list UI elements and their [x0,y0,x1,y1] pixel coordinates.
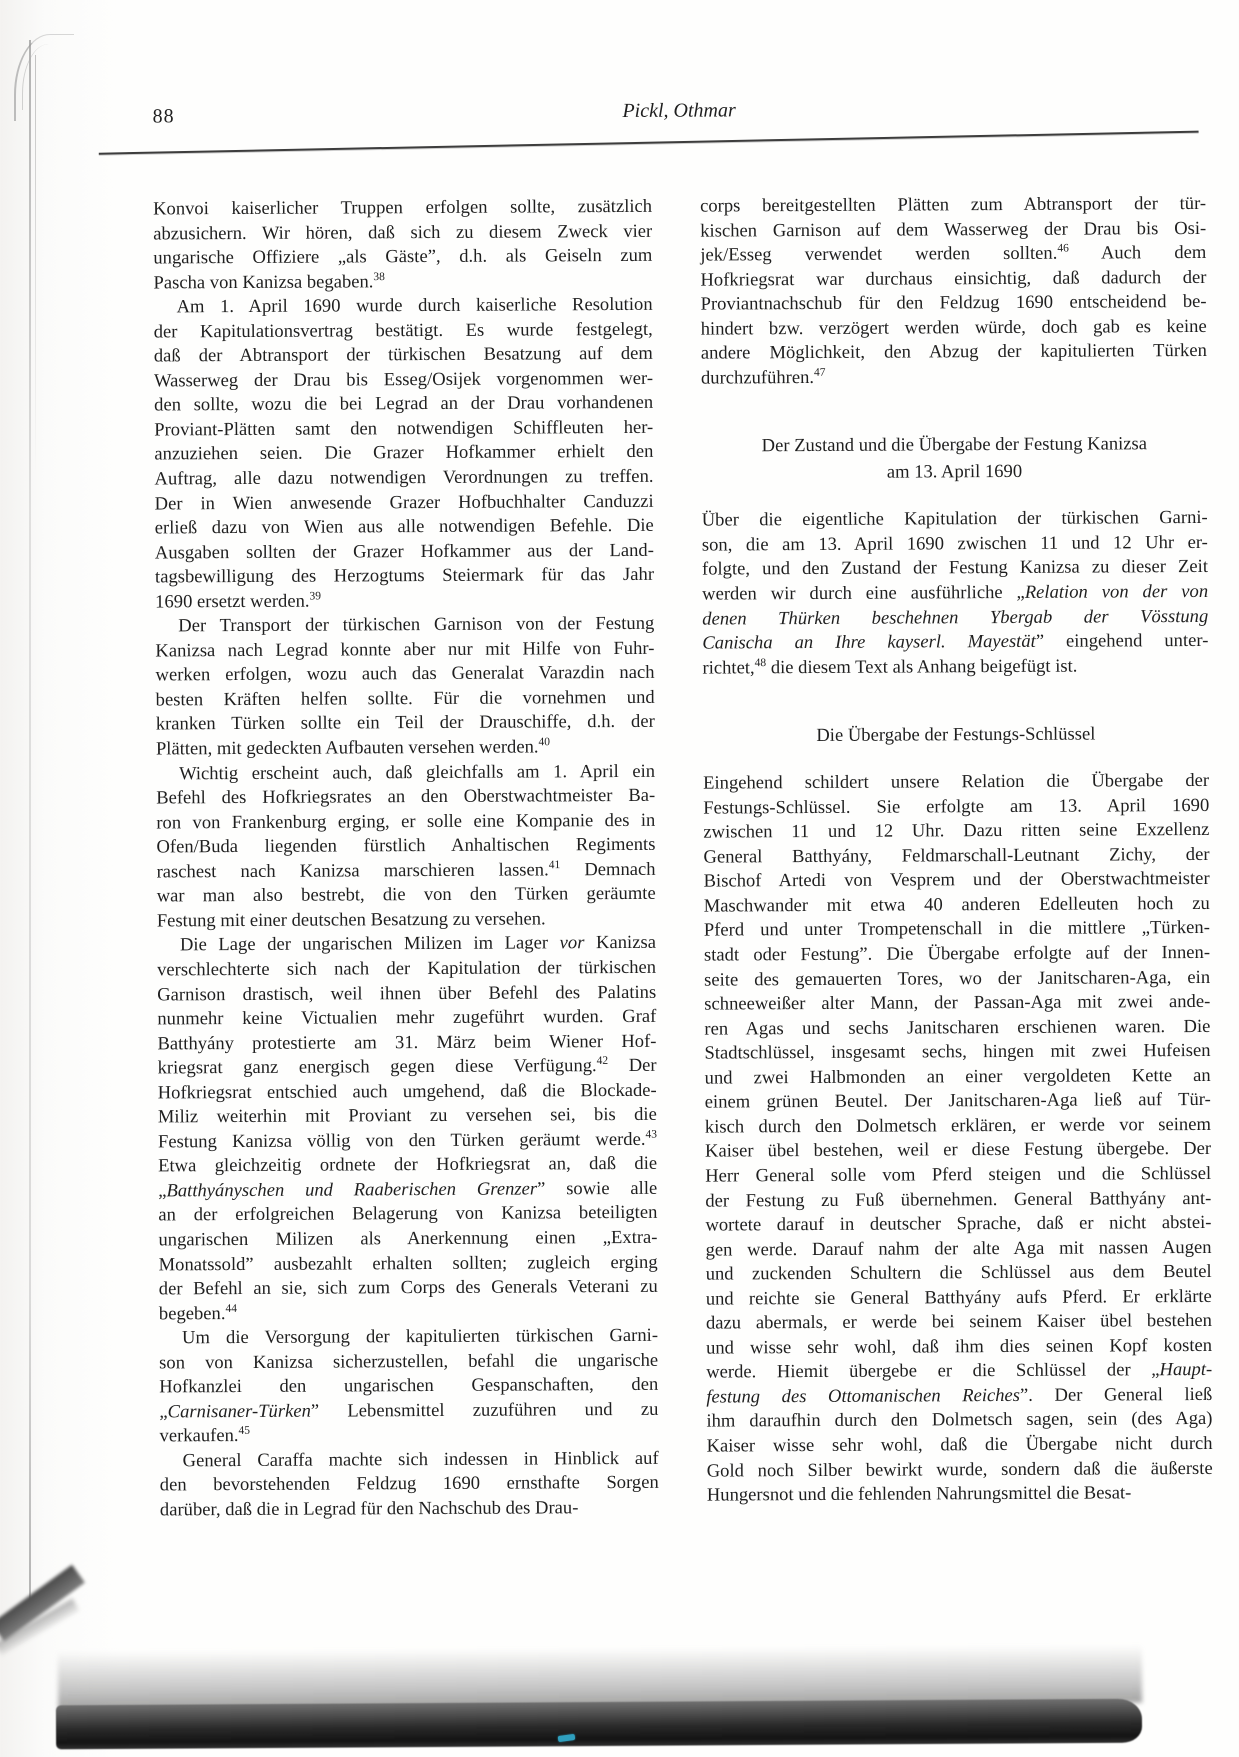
text-line: 1690 ersetzt werden.$^{39}$ [155,590,322,613]
text-line: der Festung zu Fuß übernehmen. General Batthyány ant- [705,1187,1212,1212]
paragraph [160,1447,659,1523]
text-line: Am 1. April 1690 wurde durch kaiserliche Resolution [176,294,653,318]
text-line: „Carnisaner-Türken” Lebensmittel zuzuführen und zu [159,1398,659,1423]
heading-festungs-schluessel [703,720,1209,750]
text-line: General Batthyány, Feldmarschall-Leutnant Zichy, der [703,843,1210,868]
text-line: Kaiser übel bestehen, weil er diese Festung übergebe. Der [704,1138,1212,1162]
heading-line: Die Übergabe der Festungs-Schlüssel [816,723,1096,747]
text-line: dazu abermals, er werde bei seinem Kaiser übel bestehen [705,1310,1212,1334]
text-line: Etwa gleichzeitig ordnete der Hofkriegsrat an, daß die [158,1153,658,1177]
text-line: Batthyány protestierte am 31. März beim Wiener Hof- [157,1030,657,1055]
text-line: kisch durch den Dolmetsch erklären, er werde vor seinem [704,1113,1211,1138]
text-line: Miliz weiterhin mit Proviant zu versehen sei, bis die [157,1104,657,1128]
text-line: besten Kräften helfen sollte. Für die vornehmen und [155,686,655,711]
text-line: folgte, und den Zustand der Festung Kanizsa zu dieser Zeit [701,556,1209,581]
text-line: zwischen 11 und 12 Uhr. Dazu ritten seine Exzellenz [703,819,1210,843]
text-line: ron von Frankenburg erging, er solle eine Kompanie des in [156,809,656,834]
text-line: Pferd und unter Trompetenschall in die mittlere „Türken- [703,917,1210,942]
page-number: 88 [152,105,175,128]
text-line: der Befehl an sie, sich zum Corps des Generals Veterani zu [158,1275,658,1300]
running-title: Pickl, Othmar [622,99,736,122]
text-line: Hungersnot und die fehlenden Nahrungsmittel die Besat- [706,1482,1132,1506]
text-line: denen Thürken beschehnen Ybergab der Vösstung [702,605,1209,630]
text-line: und reichte sie General Batthyány aufs Pferd. Er erklärte [705,1285,1212,1310]
footnote-ref: 41 [548,858,561,871]
paragraph [153,195,653,296]
text-line: an der erfolgreichen Belagerung von Kanizsa beteiligten [158,1202,658,1226]
text-line: wortete darauf in deutscher Sprache, daß er nicht abstei- [705,1211,1212,1236]
text-line: Maschwander mit etwa 40 anderen Edelleuten hoch zu [703,892,1210,917]
text-line: Monatssold” ausbezahlt erhalten sollten; zugleich erging [158,1251,658,1275]
footnote-ref: 45 [238,1425,251,1438]
text-line: war man also bestrebt, die von den Türken geräumte [156,883,656,907]
text-line: Plätten, mit gedeckten Aufbauten versehen werden.$^{40}$ [155,736,551,760]
text-line: Ofen/Buda liegenden fürstlich Anhaltischen Regiments [156,834,656,858]
text-line: Garnison drastisch, weil ihnen über Befehl des Palatins [157,981,657,1005]
text-line: Über die eigentliche Kapitulation der türkischen Garni- [701,507,1208,531]
text-line: Kanizsa nach Legrad konnte aber nur mit Hilfe von Fuhr- [155,637,655,662]
footnote-ref: 38 [373,270,385,283]
text-line: Wasserweg der Drau bis Esseg/Osijek vorgenommen wer- [153,367,654,392]
paragraph [154,293,655,615]
text-line: Festung Kanizsa völlig von den Türken geräumt werde.$^{43}$ [157,1128,657,1153]
text-line: Festung mit einer deutschen Besatzung zu versehen. [156,908,546,932]
text-line: Bischof Artedi von Vesprem und der Oberstwachtmeister [703,868,1210,892]
paragraph [159,1324,659,1449]
header-rule [99,131,1199,155]
text-line: stadt oder Festung”. Die Übergabe erfolgte auf der Innen- [703,941,1211,966]
paragraph [703,769,1213,1508]
text-line: darüber, daß die in Legrad für den Nachschub des Drau- [159,1497,579,1521]
text-line: und zuckenden Schultern die Schlüssel aus dem Beutel [705,1261,1212,1285]
text-line: General Caraffa machte sich indessen in Hinblick auf [182,1447,659,1472]
footnote-ref: 47 [813,366,826,379]
text-line: schneeweißer alter Mann, der Passan-Aga mit zwei ande- [704,991,1211,1015]
text-line: kranken Türken sollte ein Teil der Drauschiffe, d.h. der [155,711,655,735]
footnote-ref: 39 [309,590,322,603]
text-line: und zwei Halbmonden an einer vergoldeten Kette an [704,1064,1211,1089]
text-line: Wichtig erscheint auch, daß gleichfalls am 1. April ein [178,760,656,784]
text-line: werken erfolgen, wozu auch das Generalat Varazdin nach [155,662,655,686]
text-line: festung des Ottomanischen Reiches”. Der General ließ [706,1383,1213,1408]
text-line: ren Agas und sechs Janitscharen erschienen waren. Die [704,1015,1211,1040]
text-line: den sollte, wozu die bei Legrad an der Drau vorhandenen [154,392,654,416]
heading-zustand-uebergabe [701,430,1207,487]
text-line: Ausgaben sollten der Grazer Hofkammer aus der Land- [154,539,654,564]
text-line: werde. Hiemit übergebe er die Schlüssel der „Haupt- [706,1359,1213,1383]
footnote-ref: 42 [596,1055,609,1068]
text-line: kriegsrat ganz energisch gegen diese Verfügung.$^{42}$ Der [157,1054,657,1079]
heading-line: Der Zustand und die Übergabe der Festung Kanizsa [761,433,1148,457]
text-line: corps bereitgestellten Plätten zum Abtransport der tür- [700,192,1207,217]
text-line: jek/Esseg verwendet werden sollten.$^{46}$ Auch dem [700,242,1207,266]
text-line: verkaufen.$^{45}$ [159,1425,251,1447]
text-line: erließ dazu von Wien aus alle notwendigen Befehle. Die [154,514,654,539]
paragraph [700,192,1207,391]
text-line: tagsbewilligung des Herzogtums Steiermark für das Jahr [154,564,655,588]
text-line: Der Transport der türkischen Garnison von der Festung [178,613,655,637]
footnote-ref: 44 [225,1302,237,1315]
text-line: werden wir durch eine ausführliche „Relation von der von [702,580,1209,605]
text-line: seite des gemauerten Tores, wo der Janitscharen-Aga, ein [704,966,1211,991]
scan-bottom-edge-dark [56,1699,1142,1750]
text-line: Befehl des Hofkriegsrates an den Oberstwachtmeister Ba- [156,784,656,809]
text-line: hindert bzw. verzögert werden würde, doch gab es keine [700,315,1207,340]
text-line: ungarischen Milizen als Anerkennung einen „Extra- [158,1226,658,1251]
text-line: „Batthyányschen und Raaberischen Grenzer” sowie alle [158,1177,658,1202]
text-line: Konvoi kaiserlicher Truppen erfolgen sollte, zusätzlich [153,195,653,220]
right-column [700,192,1213,1508]
footnote-ref: 43 [645,1128,657,1141]
scan-edge-line [29,40,31,1610]
text-line: son von Kanizsa sicherzustellen, befahl die ungarische [159,1349,659,1374]
text-line: Gold noch Silber bewirkt wurde, sondern daß die äußerste [706,1457,1213,1482]
text-line: andere Möglichkeit, den Abzug der kapitulierten Türken [700,340,1207,364]
text-line: abzusichern. Wir hören, daß sich zu diesem Zweck vier [153,220,653,244]
heading-line: am 13. April 1690 [886,461,1023,483]
footnote-ref: 40 [538,736,551,749]
text-line: Kaiser wisse sehr wohl, daß die Übergabe nicht durch [706,1432,1213,1457]
text-line: Herr General solle vom Pferd steigen und die Schlüssel [705,1162,1212,1187]
text-line: Hofkanzlei den ungarischen Gespanschaften, den [159,1374,659,1398]
text-line: Um die Versorgung der kapitulierten türkischen Garni- [181,1324,659,1349]
text-line: gen werde. Darauf nahm der alte Aga mit nassen Augen [705,1236,1212,1261]
text-line: nunmehr keine Victualien mehr zugeführt wurden. Graf [157,1005,657,1030]
text-line: begeben.$^{44}$ [158,1302,237,1325]
text-line: Auftrag, alle dazu notwendigen Verordnungen zu treffen. [154,465,654,490]
text-line: daß der Abtransport der türkischen Besatzung auf dem [153,343,653,367]
left-column [153,195,659,1523]
text-line: und wisse sehr wohl, daß ihm dies seinen Kopf kosten [706,1334,1213,1359]
text-line: anzuziehen seien. Die Grazer Hofkammer erhielt den [154,441,654,465]
text-line: richtet,$^{48}$ die diesem Text als Anhang beigefügt ist. [702,655,1078,679]
paragraph [155,612,655,762]
paragraph [156,759,656,933]
text-line: durchzuführen.$^{47}$ [700,366,826,389]
text-line: Proviantnachschub für den Feldzug 1690 entscheidend be- [700,291,1207,315]
text-line: ungarische Offiziere „als Gäste”, d.h. als Geiseln zum [153,244,653,269]
text-line: der Kapitulationsvertrag bestätigt. Es wurde festgelegt, [153,318,653,343]
text-line: Stadtschlüssel, insgesamt sechs, hingen mit zwei Hufeisen [704,1040,1211,1064]
text-line: Eingehend schildert unsere Relation die Übergabe der [703,770,1210,794]
text-line: son, die am 13. April 1690 zwischen 11 und 12 Uhr er- [701,531,1208,556]
text-line: verschlechterte sich nach der Kapitulation der türkischen [157,956,657,981]
footnote-ref: 46 [1057,242,1069,255]
text-line: Canischa an Ihre kayserl. Mayestät” eingehend unter- [702,630,1209,654]
text-line: Hofkriegsrat entschied auch umgehend, daß die Blockade- [157,1079,657,1104]
paragraph [157,931,658,1326]
text-line: einem grünen Beutel. Der Janitscharen-Aga ließ auf Tür- [704,1089,1211,1113]
text-line: raschest nach Kanizsa marschieren lassen.$^{41}$ Demnach [156,858,656,883]
text-line: den bevorstehenden Feldzug 1690 ernsthafte Sorgen [159,1472,659,1496]
text-line: Proviant-Plätten samt den notwendigen Schiffleuten her- [154,416,654,441]
text-line: Festungs-Schlüssel. Sie erfolgte am 13. April 1690 [703,794,1210,819]
footnote-ref: 48 [754,656,767,669]
text-line: Hofkriegsrat war durchaus einsichtig, daß dadurch der [700,266,1207,291]
text-line: ihm daraufhin durch den Dolmetsch sagen, sein (des Aga) [706,1408,1213,1432]
text-line: kischen Garnison auf dem Wasserweg der Drau bis Osi- [700,217,1207,242]
text-line: Der in Wien anwesende Grazer Hofbuchhalter Canduzzi [154,490,654,515]
text-line: Pascha von Kanizsa begaben.$^{38}$ [153,270,385,294]
text-line: Die Lage der ungarischen Milizen im Lager vor Kanizsa [179,932,656,956]
paragraph [702,506,1209,680]
